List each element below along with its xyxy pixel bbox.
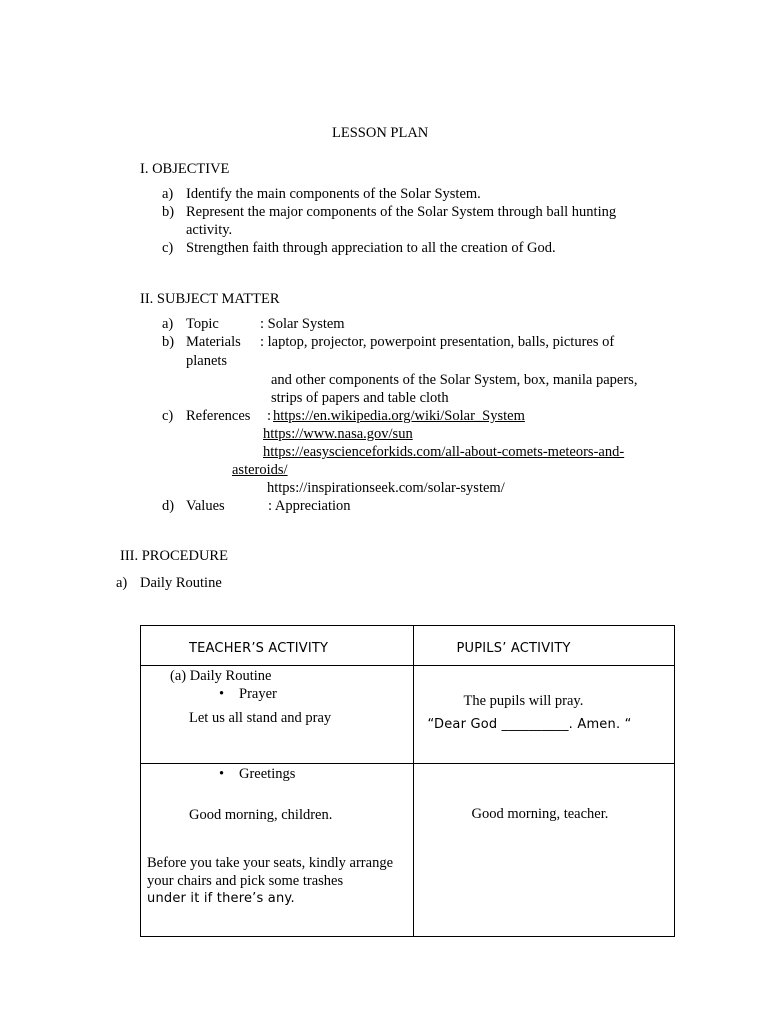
teacher-greetings-cell [141,764,414,937]
procedure-sub-marker: a) [116,575,128,591]
teacher-header-cell [141,626,414,666]
reference-link-easyscience[interactable]: https://easyscienceforkids.com/all-about-comets-meteors-and- [263,444,625,460]
objective-heading: I. OBJECTIVE [140,161,230,177]
pupils-header-cell [414,626,675,666]
reference-link-easyscience-cont[interactable]: asteroids/ [232,462,288,478]
pupils-activity-header: PUPILS’ ACTIVITY [456,641,571,656]
materials-line-1: : laptop, projector, powerpoint presentation, balls, pictures of [260,334,615,350]
objective-a-marker: a) [162,186,174,202]
pupils-pray-text: The pupils will pray. [463,693,584,709]
pupil-greeting: Good morning, teacher. [471,806,609,822]
seat-instruction-end: under it if there’s any. [147,891,295,906]
objective-c-text: Strengthen faith through appreciation to all the creation of God. [186,240,556,256]
references-colon: : [267,408,272,424]
materials-line-2: planets [186,353,228,369]
pupil-routine-cell [414,666,675,764]
subject-matter-heading: II. SUBJECT MATTER [140,291,280,307]
topic-value: : Solar System [260,316,345,332]
procedure-sub-label: Daily Routine [140,575,222,591]
prayer-label: Prayer [239,686,277,702]
prayer-response: “Dear God __________. Amen. “ [427,717,632,732]
teacher-greeting: Good morning, children. [189,807,333,823]
procedure-heading: III. PROCEDURE [120,548,228,564]
page-title: LESSON PLAN [332,125,429,141]
values-label: Values [186,498,225,514]
greetings-label: Greetings [239,766,296,782]
seat-instruction: Before you take your seats, kindly arrange your chairs and pick some trashes [147,855,394,889]
teacher-routine-cell [141,666,414,764]
values-marker: d) [162,498,175,514]
materials-marker: b) [162,334,175,350]
daily-routine-title: (a) Daily Routine [170,668,272,684]
values-value: : Appreciation [268,498,351,514]
prayer-bullet: • [219,686,225,702]
references-marker: c) [162,408,174,424]
activity-table [140,625,675,937]
references-label: References [186,408,251,424]
objective-b-text-cont: activity. [186,222,233,238]
reference-link-inspirationseek: https://inspirationseek.com/solar-system/ [267,480,505,496]
materials-line-4: strips of papers and table cloth [271,390,449,406]
reference-link-nasa[interactable]: https://www.nasa.gov/sun [263,426,413,442]
greetings-bullet: • [219,766,225,782]
pupil-greetings-cell [414,764,675,937]
topic-marker: a) [162,316,174,332]
topic-label: Topic [186,316,219,332]
objective-b-marker: b) [162,204,175,220]
materials-line-3: and other components of the Solar System, box, manila papers, [271,372,638,388]
objective-b-text: Represent the major components of the Solar System through ball hunting [186,204,617,220]
teacher-activity-header: TEACHER’S ACTIVITY [189,641,329,656]
prayer-instruction: Let us all stand and pray [189,710,332,726]
reference-link-wikipedia[interactable]: https://en.wikipedia.org/wiki/Solar_System [273,408,525,424]
objective-c-marker: c) [162,240,174,256]
objective-a-text: Identify the main components of the Solar System. [186,186,481,202]
materials-label: Materials [186,334,241,350]
